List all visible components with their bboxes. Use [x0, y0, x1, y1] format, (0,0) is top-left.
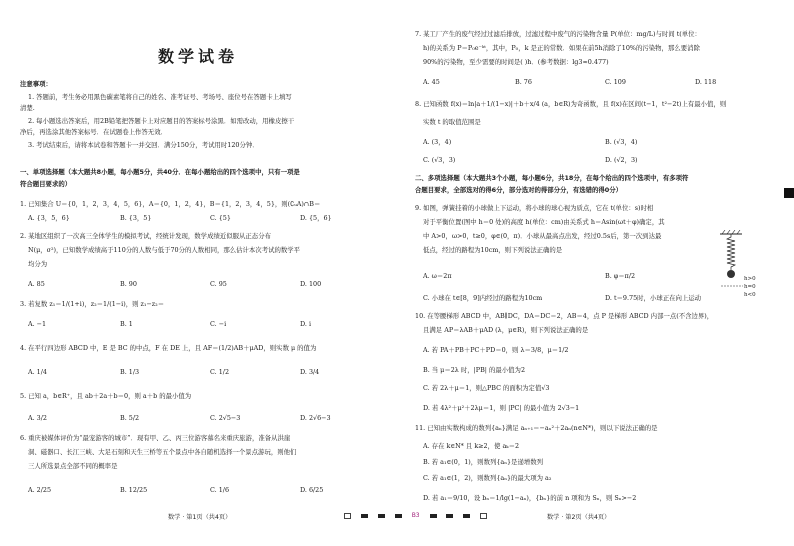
q1-option-d: D. {5，6} [300, 214, 332, 222]
question-10-line: 10. 在等腰梯形 ABCD 中，AB∥DC，DA＝DC＝2，AB＝4，点 P 是梯形 ABCD 内部一点(不含边界)， [415, 312, 714, 320]
q10-option-b: B. 当 μ＝2λ 时，|PB| 的最小值为2 [423, 366, 526, 374]
section1-header-cont: 符合题目要求的） [20, 180, 72, 188]
q9-option-a: A. ω＝2π [423, 272, 452, 280]
notice-line: 净后，再选涂其他答案标号．在试题卷上作答无效． [20, 128, 167, 136]
section1-header: 一、单项选择题（本大题共8小题，每小题5分，共40分．在每小题给出的四个选项中，只有一项是 [20, 168, 300, 176]
q10-option-d: D. 若 4λ²＋μ²＋2λμ＝1，则 |PC| 的最小值为 2√3−1 [423, 404, 580, 412]
gutter-code: B3 [411, 512, 420, 519]
question-6-line: 6. 重庆被媒体评价为“最宠游客的城市”．现有甲、乙、丙三位游客慕名来重庆旅游，准备从洪崖 [20, 434, 291, 442]
q7-option-a: A. 45 [423, 78, 440, 86]
q11-option-a: A. 存在 k∈N* 且 k≥2，使 aₖ＝2 [423, 442, 520, 450]
ball-icon [727, 270, 735, 278]
q2-option-a: A. 85 [28, 280, 45, 288]
q4-option-d: D. 3/4 [300, 368, 320, 376]
q9-option-d: D. t＝9.75时，小球正在向上运动 [605, 294, 702, 302]
q5-option-c: C. 2√5−3 [210, 414, 241, 422]
label-h-negative: h<0 [744, 292, 756, 298]
q6-option-a: A. 2/25 [28, 486, 52, 494]
question-7-line: h)的关系为 P＝P₀e⁻ᵏᵗ，其中，P₀，k 是正的常数．如果在前5h消除了10%的污染物，那么要消除 [423, 44, 700, 52]
q3-option-c: C. −i [210, 320, 227, 328]
notice-line: 3. 考试结束后，请将本试卷和答题卡一并交回．满分150分，考试用时120分钟． [28, 141, 259, 149]
question-4: 4. 在平行四边形 ABCD 中，E 是 BC 的中点，F 在 DE 上，且 AF＝(1/2)AB＋μAD，则实数 μ 的值为 [20, 344, 317, 352]
question-2-line: N(μ，σ²)，已知数学成绩高于110分的人数与低于70分的人数相同，那么估计本次考试的数学平 [28, 246, 301, 254]
q7-option-c: C. 109 [605, 78, 626, 86]
q6-option-c: C. 1/6 [210, 486, 230, 494]
spring-coil-icon [727, 234, 735, 270]
q7-option-d: D. 118 [695, 78, 717, 86]
question-6-line: 三人所选景点全部不同的概率是 [28, 462, 118, 470]
q4-option-b: B. 1/3 [120, 368, 140, 376]
q4-option-a: A. 1/4 [28, 368, 47, 376]
q3-option-d: D. i [300, 320, 312, 328]
square-mark-icon [344, 513, 351, 519]
q5-option-d: D. 2√6−3 [300, 414, 331, 422]
question-7-line: 90%的污染物，至少需要的时间是( )h．(参考数据：lg3≈0.477) [423, 58, 609, 66]
q6-option-b: B. 12/25 [120, 486, 148, 494]
q5-option-a: A. 3/2 [28, 414, 47, 422]
exam-title: 数学试卷 [158, 47, 239, 66]
section2-header-cont: 合题目要求，全部选对的得6分，部分选对的得部分分，有选错的得0分） [415, 186, 623, 194]
q10-option-a: A. 若 PA＋PB＋PC＋PD＝0，则 λ＝3/8，μ＝1/2 [423, 346, 569, 354]
question-5: 5. 已知 a，b∈R⁺，且 ab＋2a＋b＝0，则 a＋b 的最小值为 [20, 392, 192, 400]
question-7-line: 7. 某工厂产生的废气经过过滤后排放，过滤过程中废气的污染物含量 P(单位：mg/L)与时间 t(单位： [415, 30, 701, 38]
q7-option-b: B. 76 [515, 78, 532, 86]
label-h-positive: h>0 [744, 276, 756, 282]
question-9-line: 中 A>0，ω>0，t≥0，φ∈(0，π)．小球从最高点出发，经过0.5s后，第一次到达最 [423, 232, 662, 240]
page-footer-left: 数学 · 第1页（共4页） [168, 514, 232, 521]
notice-line: 2. 每小题选出答案后，用2B铅笔把答题卡上对应题目的答案标号涂黑．如需改动，用橡皮擦干 [28, 117, 295, 125]
question-2-line: 2. 某地区组织了一次高三全体学生的模拟考试，经统计发现，数学成绩近似服从正态分布 [20, 232, 271, 240]
question-9-line: 对于平衡位置(图中 h＝0 处)的高度 h(单位：cm)由关系式 h＝Asin(ωt＋φ)确定，其 [423, 218, 665, 226]
spring-diagram [716, 230, 766, 302]
q2-option-d: D. 100 [300, 280, 322, 288]
question-2-line: 均分为 [28, 260, 48, 268]
q11-option-b: B. 若 a₁∈(0，1)，则数列{aₙ}是递增数列 [423, 458, 544, 466]
bar-mark-icon [378, 514, 385, 518]
notice-line: 清楚. [20, 104, 35, 112]
section2-header: 二、多项选择题（本大题共3个小题，每小题6分，共18分，在每个给出的四个选项中，有多项符 [415, 174, 689, 182]
page-edge-marker [784, 188, 794, 198]
label-h-zero: h=0 [744, 284, 756, 290]
q3-option-a: A. −1 [28, 320, 47, 328]
q4-option-c: C. 1/2 [210, 368, 230, 376]
question-3: 3. 若复数 z₁＝1/(1+i)，z₂＝1/(1−i)，则 z₁−z₂＝ [20, 300, 165, 308]
question-6-line: 洞、磁器口、长江三峡、大足石刻和天生三桥等五个景点中各自随机选择一个景点游玩，则他们 [28, 448, 297, 456]
question-11: 11. 已知由实数构成的数列{aₙ}满足 aₙ₊₁＝−aₙ²＋2aₙ(n∈N*)，则以下说法正确的是 [415, 424, 658, 432]
q9-option-b: B. φ＝π/2 [605, 272, 636, 280]
question-8-line: 实数 t 的取值范围是 [423, 118, 481, 126]
q3-option-b: B. 1 [120, 320, 133, 328]
ceiling-hatch-icon [720, 230, 742, 234]
bar-mark-icon [361, 514, 368, 518]
q9-option-c: C. 小球在 t∈[8，9]内经过的路程为10cm [423, 294, 543, 302]
q1-option-c: C. {5} [210, 214, 231, 222]
q8-option-b: B. (√3，4) [605, 138, 638, 146]
question-9-line: 低点，经过的路程为10cm，则下列说法正确的是 [423, 246, 563, 254]
q8-option-d: D. (√2，3) [605, 156, 638, 164]
question-8-line: 8. 已知函数 f(x)＝ln|a＋1/(1−x)|＋b＋x/4 (a，b∈R)为奇函数，且 f(x)在区间(t−1，t²−2t)上有最小值，则 [415, 100, 727, 108]
q8-option-a: A. (3，4) [423, 138, 452, 146]
q1-option-a: A. {3，5，6} [28, 214, 70, 222]
question-9-line: 9. 如图，弹簧挂着的小球做上下运动，将小球的球心视为质点，它在 t(单位：s)时相 [415, 204, 654, 212]
q1-option-b: B. {3，5} [120, 214, 152, 222]
q11-option-c: C. 若 a₁∈(1，2)，则数列{aₙ}的最大项为 a₂ [423, 474, 552, 482]
q5-option-b: B. 5/2 [120, 414, 140, 422]
notice-line: 1. 答题前，考生务必用黑色碳素笔将自己的姓名、准考证号、考场号、座位号在答题卡上填写 [28, 93, 292, 101]
q10-option-c: C. 若 2λ＋μ＝1，则△PBC 的面积为定值√3 [423, 384, 550, 392]
q2-option-c: C. 95 [210, 280, 227, 288]
question-1: 1. 已知集合 U＝{0，1，2，3，4，5，6}，A＝{0，1，2，4}，B＝{1，2，3，4，5}，则(∁ᵤA)∩B＝ [20, 200, 321, 208]
q8-option-c: C. (√3，3) [423, 156, 456, 164]
q2-option-b: B. 90 [120, 280, 137, 288]
notice-header: 注意事项： [20, 80, 52, 88]
q11-option-d: D. 若 a₁＝9/10，设 bₙ＝1/lg(1−aₙ)，{bₙ}的前 n 项和为 Sₙ，则 Sₙ>−2 [423, 494, 637, 502]
question-10-line: 且满足 AP＝λAB＋μAD (λ，μ∈R)，则下列说法正确的是 [423, 326, 589, 334]
q6-option-d: D. 6/25 [300, 486, 324, 494]
page-footer-right: 数学 · 第2页（共4页） [547, 514, 611, 521]
